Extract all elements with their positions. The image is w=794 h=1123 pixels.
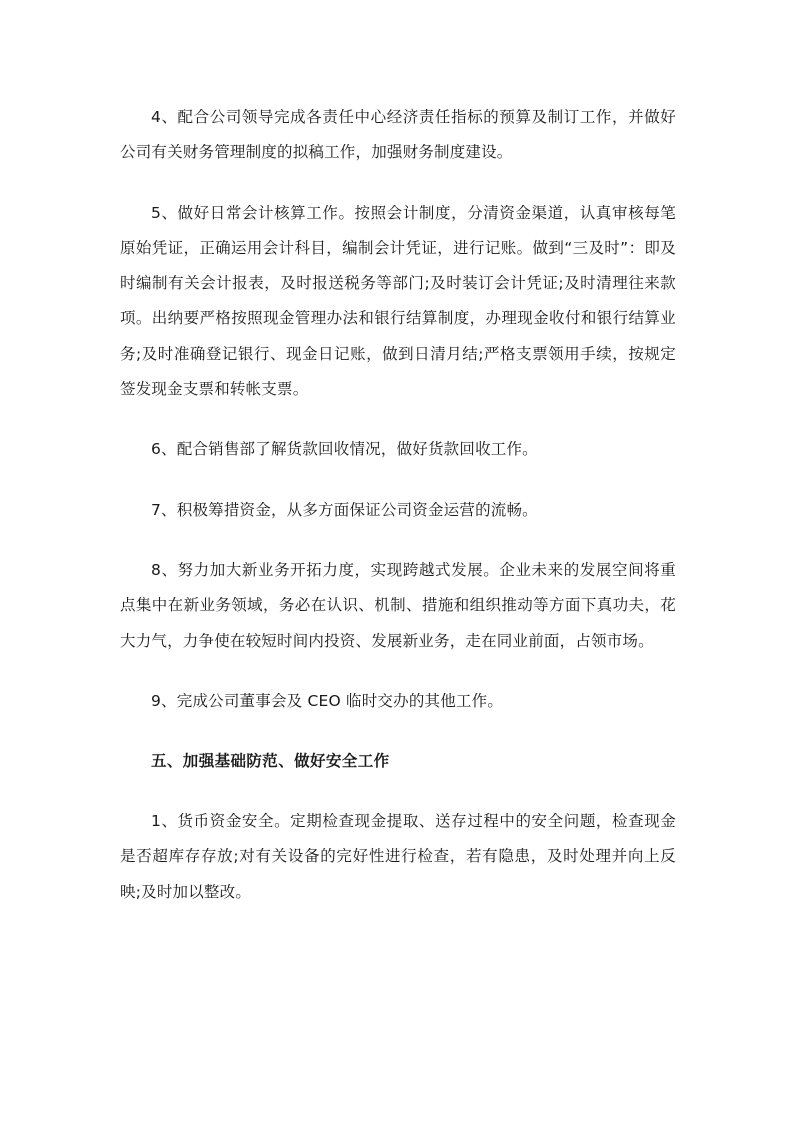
paragraph-item-5: 5、做好日常会计核算工作。按照会计制度，分清资金渠道，认真审核每笔原始凭证，正确运用会计科目，编制会计凭证，进行记账。做到“三及时”：即及时编制有关会计报表，及时报送税务等部门;及时装订会计凭证;及时清理往来款项。出纳要严格按照现金管理办法和银行结算制度，办理现金收付和银行结算业务;及时准确登记银行、现金日记账，做到日清月结;严格支票领用手续，按规定签发现金支票和转帐支票。 — [120, 203, 676, 399]
document-body — [120, 100, 676, 910]
paragraph-item-8: 8、努力加大新业务开拓力度，实现跨越式发展。企业未来的发展空间将重点集中在新业务领域，务必在认识、机制、措施和组织推动等方面下真功夫，花大力气，力争使在较短时间内投资、发展新业务，走在同业前面，占领市场。 — [120, 560, 676, 650]
paragraph-item-7: 7、积极筹措资金，从多方面保证公司资金运营的流畅。 — [151, 500, 538, 519]
paragraph-item-6: 6、配合销售部了解货款回收情况，做好货款回收工作。 — [151, 440, 538, 459]
paragraph-item-9: 9、完成公司董事会及 CEO 临时交办的其他工作。 — [151, 691, 504, 710]
section-heading: 五、加强基础防范、做好安全工作 — [151, 752, 390, 771]
section-paragraph-1: 1、货币资金安全。定期检查现金提取、送存过程中的安全问题，检查现金是否超库存存放;对有关设备的完好性进行检查，若有隐患，及时处理并向上反映;及时加以整改。 — [120, 812, 676, 901]
paragraph-item-4: 4、配合公司领导完成各责任中心经济责任指标的预算及制订工作，并做好公司有关财务管理制度的拟稿工作，加强财务制度建设。 — [120, 108, 676, 162]
